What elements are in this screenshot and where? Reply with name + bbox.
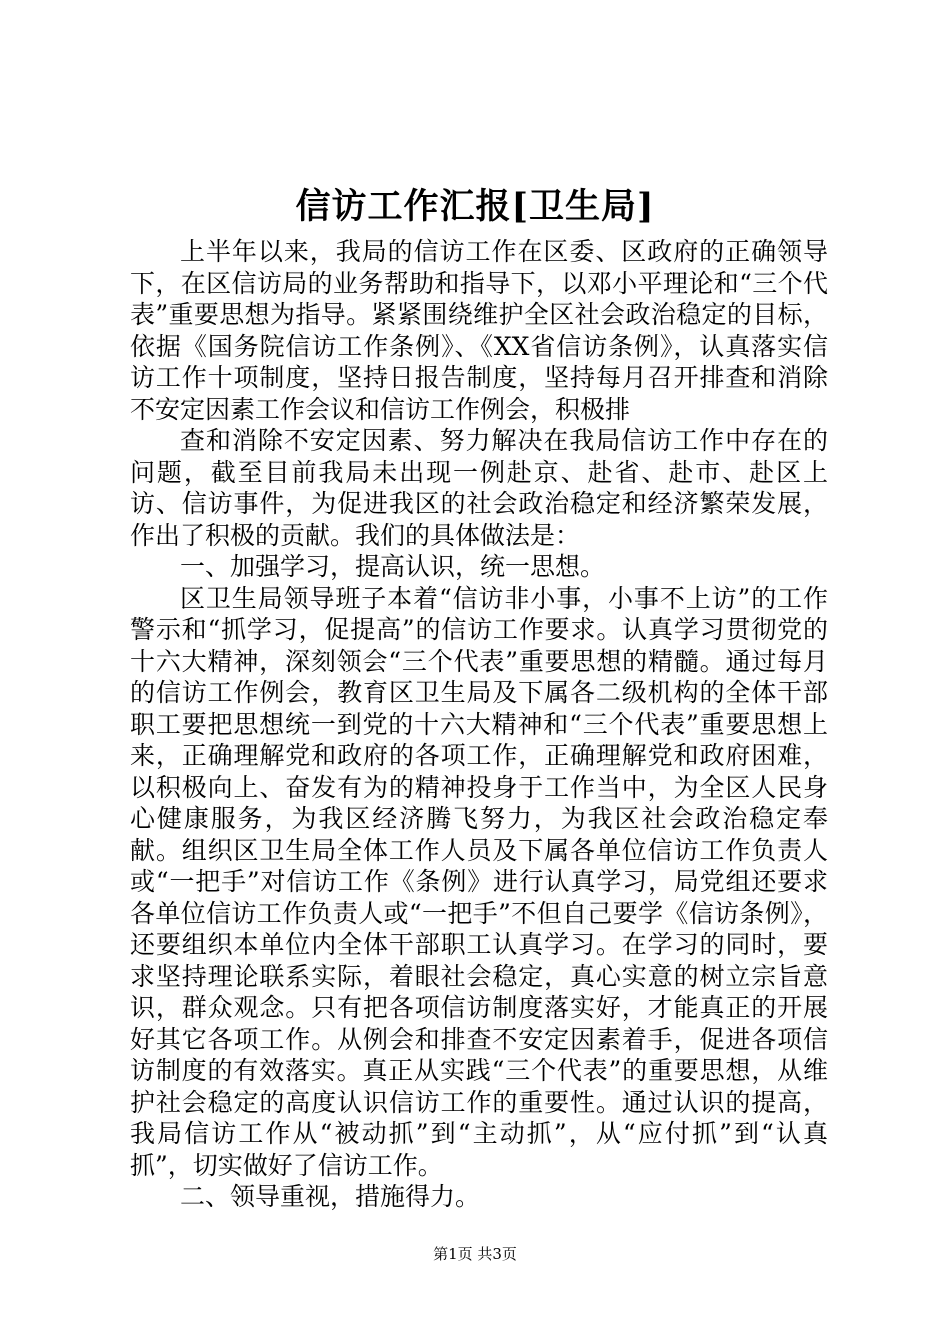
- paragraph-section-1: 区卫生局领导班子本着“信访非小事，小事不上访”的工作警示和“抓学习，促提高”的信访工作要求。认真学习贯彻党的十六大精神，深刻领会“三个代表”重要思想的精髓。通过每月的信访工作例会，教育区卫生局及下属各二级机构的全体干部职工要把思想统一到党的十六大精神和“三个代表”重要思想上来，正确理解党和政府的各项工作，正确理解党和政府困难，以积极向上、奋发有为的精神投身于工作当中，为全区人民身心健康服务，为我区经济腾飞努力，为我区社会政治稳定奉献。组织区卫生局全体工作人员及下属各单位信访工作负责人或“一把手”对信访工作《条例》进行认真学习，局党组还要求各单位信访工作负责人或“一把手”不但自己要学《信访条例》，还要组织本单位内全体干部职工认真学习。在学习的同时，要求坚持理论联系实际，着眼社会稳定，真心实意的树立宗旨意识，群众观念。只有把各项信访制度落实好，才能真正的开展好其它各项工作。从例会和排查不安定因素着手，促进各项信访制度的有效落实。真正从实践“三个代表”的重要思想，从维护社会稳定的高度认识信访工作的重要性。通过认识的提高，我局信访工作从“被动抓”到“主动抓”，从“应付抓”到“认真抓”，切实做好了信访工作。: [130, 583, 828, 1180]
- section-heading-1: 一、加强学习，提高认识，统一思想。: [180, 552, 606, 581]
- document-body: [130, 236, 828, 1213]
- section-heading-2: 二、领导重视，措施得力。: [180, 1182, 481, 1211]
- page-number-footer: 第1页 共3页: [433, 1245, 517, 1263]
- paragraph-intro: 上半年以来，我局的信访工作在区委、区政府的正确领导下，在区信访局的业务帮助和指导下，以邓小平理论和“三个代表”重要思想为指导。紧紧围绕维护全区社会政治稳定的目标，依据《国务院信访工作条例》、《XX省信访条例》，认真落实信访工作十项制度，坚持日报告制度，坚持每月召开排查和消除不安定因素工作会议和信访工作例会，积极排: [130, 237, 828, 424]
- paragraph-continued: 查和消除不安定因素、努力解决在我局信访工作中存在的问题，截至目前我局未出现一例赴京、赴省、赴市、赴区上访、信访事件，为促进我区的社会政治稳定和经济繁荣发展，作出了积极的贡献。我们的具体做法是：: [130, 426, 828, 550]
- document-title: 信访工作汇报[卫生局]: [295, 186, 655, 227]
